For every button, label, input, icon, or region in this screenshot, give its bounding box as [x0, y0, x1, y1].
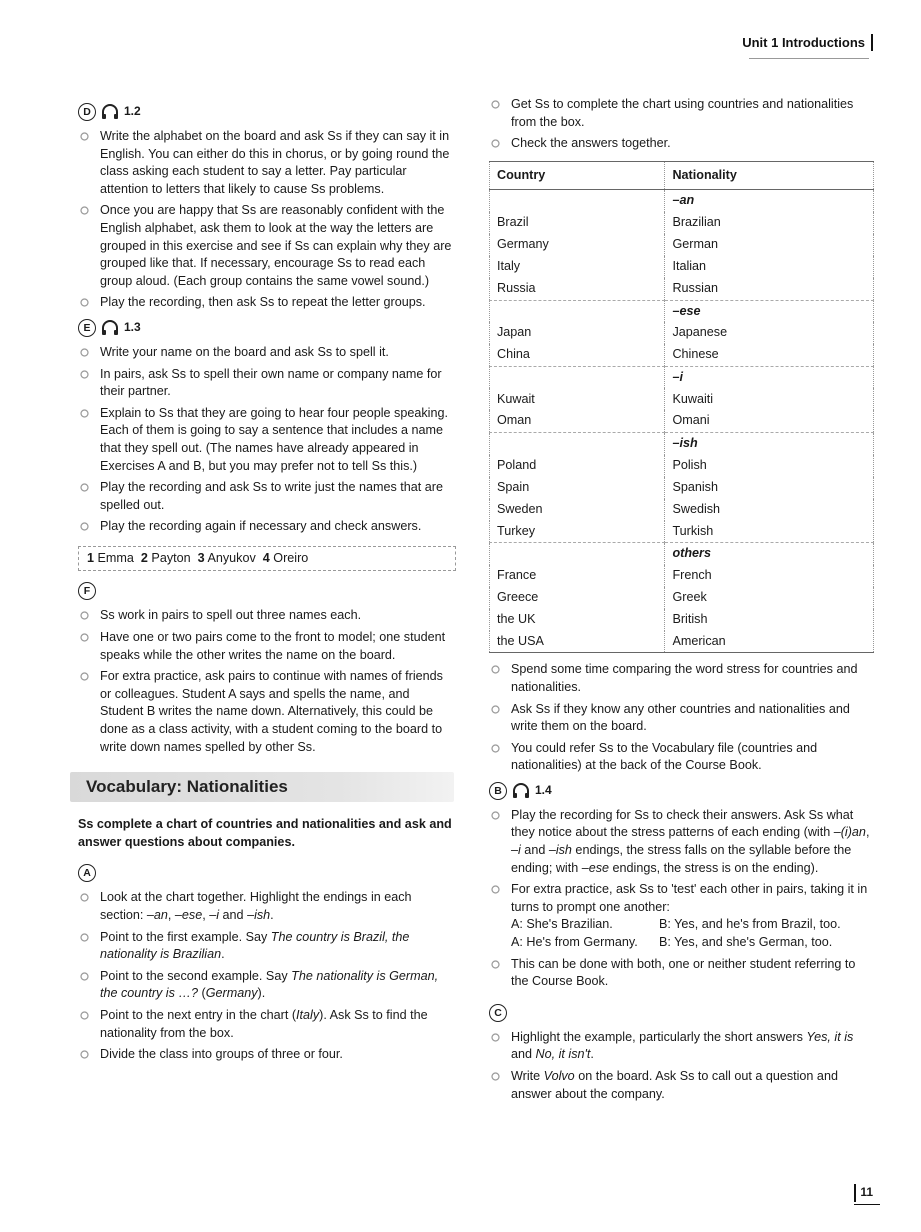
chart-intro-list: [489, 96, 874, 153]
list-item: Ss work in pairs to spell out three names each.: [78, 607, 456, 625]
bullet-icon: [491, 1072, 500, 1081]
country-cell: China: [497, 347, 530, 362]
ending-label: –ese: [665, 300, 874, 322]
country-cell: the UK: [497, 611, 536, 626]
table-row: [490, 410, 874, 432]
bullet-icon: [80, 611, 89, 620]
table-header-row: [490, 161, 874, 190]
table-row: [490, 322, 874, 344]
list-item: Explain to Ss that they are going to hear four people speaking. Each of them is going to say a sentence that includes a name that they spell out. (The names have already appeared in Exercises A and B, but you may prefer not to tell Ss this.): [78, 405, 456, 475]
list-item: Write Volvo on the board. Ask Ss to call out a question and answer about the company.: [489, 1068, 874, 1103]
nationality-cell: Polish: [665, 455, 874, 477]
list-item: This can be done with both, one or neither student referring to the Course Book.: [489, 956, 874, 991]
list-item: In pairs, ask Ss to spell their own name or company name for their partner.: [78, 366, 456, 401]
vocabulary-section-heading: Vocabulary: Nationalities: [70, 772, 454, 802]
exercise-f-heading: [78, 579, 456, 603]
nationality-cell: Turkish: [665, 521, 874, 543]
exercise-d-track: 1.2: [124, 104, 141, 119]
nationality-cell: Japanese: [665, 322, 874, 344]
exercise-b-track: 1.4: [535, 783, 552, 798]
page-number: 11: [854, 1184, 873, 1202]
table-group-row: [490, 300, 874, 322]
nationality-cell: Omani: [665, 410, 874, 432]
bullet-icon: [80, 633, 89, 642]
list-item: Play the recording and ask Ss to write just the names that are spelled out.: [78, 479, 456, 514]
country-cell: Kuwait: [497, 391, 535, 406]
bullet-icon: [491, 744, 500, 753]
nationality-cell: Greek: [665, 587, 874, 609]
exercise-d-letter: D: [78, 103, 96, 121]
vocabulary-intro: Ss complete a chart of countries and nationalities and ask and answer questions about companies.: [78, 817, 452, 849]
list-item: Look at the chart together. Highlight the endings in each section: –an, –ese, –i and –ish.: [78, 889, 456, 924]
table-cell: [490, 300, 665, 322]
country-cell: Italy: [497, 259, 521, 274]
nationality-cell: British: [665, 609, 874, 631]
table-body: [490, 190, 874, 653]
audio-icon: [101, 320, 119, 336]
running-header-title: Unit 1 Introductions: [742, 35, 865, 50]
ending-label: –i: [665, 366, 874, 388]
table-group-row: [490, 432, 874, 454]
header-rule: [749, 58, 869, 59]
exercise-b-letter: B: [489, 782, 507, 800]
nationality-cell: German: [665, 234, 874, 256]
exercise-b-heading: [489, 779, 874, 803]
table-cell: [490, 190, 665, 212]
country-cell: Sweden: [497, 501, 543, 516]
bullet-icon: [80, 483, 89, 492]
exercise-f-letter: F: [78, 582, 96, 600]
bullet-icon: [491, 665, 500, 674]
after-chart-list: [489, 661, 874, 775]
running-header: [742, 34, 873, 52]
table-row: [490, 234, 874, 256]
exercise-a-letter: A: [78, 864, 96, 882]
exercise-e-answers: 1 Emma 2 Payton 3 Anyukov 4 Oreiro: [78, 546, 456, 572]
list-item: For extra practice, ask Ss to 'test' each other in pairs, taking it in turns to prompt one another: A: She's Brazilian. B: Yes, and he's from Brazil, too. A: He's from Germany. B: Yes, and she's German, too.: [489, 881, 874, 951]
exercise-e-letter: E: [78, 319, 96, 337]
bullet-icon: [80, 933, 89, 942]
country-cell: Brazil: [497, 215, 529, 230]
nationality-cell: Russian: [665, 278, 874, 300]
example-dialog: A: She's Brazilian. B: Yes, and he's from Brazil, too. A: He's from Germany. B: Yes, and she's German, too.: [511, 917, 841, 950]
header-bar: [871, 34, 873, 51]
list-item: Point to the first example. Say The country is Brazil, the nationality is Brazilian.: [78, 929, 456, 964]
list-item: Check the answers together.: [489, 135, 874, 153]
exercise-e-heading: [78, 316, 456, 340]
bullet-icon: [80, 370, 89, 379]
country-cell: Poland: [497, 457, 537, 472]
bullet-icon: [491, 960, 500, 969]
nationality-cell: Swedish: [665, 499, 874, 521]
exercise-c-letter: C: [489, 1004, 507, 1022]
ending-label: –ish: [665, 432, 874, 454]
list-item: Get Ss to complete the chart using countries and nationalities from the box.: [489, 96, 874, 131]
country-cell: France: [497, 567, 537, 582]
ending-label: –an: [665, 190, 874, 212]
list-item: Write the alphabet on the board and ask Ss if they can say it in English. You can either do this in chorus, or by going round the class asking each student to say a letter. Pay particular attention to letters that likely to cause Ss problems.: [78, 128, 456, 198]
page-number-bar: [854, 1184, 856, 1202]
exercise-f-list: [78, 607, 456, 756]
bullet-icon: [80, 298, 89, 307]
list-item: Have one or two pairs come to the front to model; one student speaks while the other writes the name on the board.: [78, 629, 456, 664]
bullet-icon: [491, 885, 500, 894]
table-row: [490, 565, 874, 587]
table-row: [490, 521, 874, 543]
list-item: Highlight the example, particularly the short answers Yes, it is and No, it isn't.: [489, 1029, 874, 1064]
bullet-icon: [491, 705, 500, 714]
list-item: Once you are happy that Ss are reasonably confident with the English alphabet, ask them to look at the way the letters are grouped in this exercise and see if Ss can explain why they are grouped like that. If necessary, encourage Ss to read each group aloud. (Each group contains the same vowel sound.): [78, 202, 456, 290]
list-item: You could refer Ss to the Vocabulary file (countries and nationalities) at the back of the Course Book.: [489, 740, 874, 775]
nationalities-table: [489, 161, 874, 654]
list-item: Play the recording for Ss to check their answers. Ask Ss what they notice about the stress patterns of each ending (with –(i)an, –i and –ish endings, the stress falls on the syllable before the ending; with –ese endings, the stress is on the ending).: [489, 807, 874, 877]
bullet-icon: [80, 132, 89, 141]
exercise-a-heading: [78, 861, 456, 885]
country-cell: the USA: [490, 631, 665, 653]
exercise-d-heading: [78, 100, 456, 124]
bullet-icon: [491, 100, 500, 109]
country-cell: Germany: [497, 237, 549, 252]
table-cell: [490, 432, 665, 454]
list-item: Ask Ss if they know any other countries and nationalities and write them on the board.: [489, 701, 874, 736]
table-group-row: [490, 543, 874, 565]
exercise-a-list: [78, 889, 456, 1063]
bullet-icon: [80, 409, 89, 418]
table-row: [490, 477, 874, 499]
bullet-icon: [80, 972, 89, 981]
country-cell: Spain: [497, 479, 530, 494]
nationality-cell: Kuwaiti: [665, 388, 874, 410]
exercise-c-heading: [489, 1001, 874, 1025]
bullet-icon: [491, 139, 500, 148]
bullet-icon: [80, 206, 89, 215]
country-cell: Russia: [497, 280, 536, 295]
nationality-cell: Brazilian: [665, 212, 874, 234]
list-item: For extra practice, ask pairs to continue with names of friends or colleagues. Student A says and spells the name, and Student B writes the name down. Alternatively, this could be done as a class activity, with a student coming to the board to write down names spelled by other Ss.: [78, 668, 456, 756]
audio-icon: [101, 104, 119, 120]
table-row: [490, 499, 874, 521]
exercise-e-track: 1.3: [124, 320, 141, 335]
bullet-icon: [80, 1050, 89, 1059]
table-row: [490, 455, 874, 477]
table-group-row: [490, 190, 874, 212]
bullet-icon: [80, 1011, 89, 1020]
bullet-icon: [80, 893, 89, 902]
table-cell: [490, 543, 665, 565]
table-row: [490, 212, 874, 234]
nationality-cell: Chinese: [665, 344, 874, 366]
table-row: [490, 631, 874, 653]
table-cell: [490, 366, 665, 388]
list-item: Point to the next entry in the chart (Italy). Ask Ss to find the nationality from the box.: [78, 1007, 456, 1042]
list-item: Point to the second example. Say The nationality is German, the country is …? (Germany).: [78, 968, 456, 1003]
exercise-d-list: [78, 128, 456, 312]
table-row: [490, 587, 874, 609]
country-cell: Greece: [497, 589, 539, 604]
table-row: [490, 344, 874, 366]
country-cell: Japan: [497, 325, 532, 340]
bullet-icon: [80, 522, 89, 531]
ending-label: others: [665, 543, 874, 565]
left-column: [78, 96, 456, 1068]
column-header-nationality: Nationality: [665, 161, 874, 190]
table-row: [490, 256, 874, 278]
list-item: Spend some time comparing the word stress for countries and nationalities.: [489, 661, 874, 696]
nationality-cell: Italian: [665, 256, 874, 278]
list-item: Play the recording, then ask Ss to repeat the letter groups.: [78, 294, 456, 312]
page-number-rule: [854, 1204, 880, 1205]
audio-icon: [512, 783, 530, 799]
list-item: Divide the class into groups of three or four.: [78, 1046, 456, 1064]
table-row: [490, 278, 874, 300]
nationality-cell: American: [665, 631, 874, 653]
nationality-cell: Spanish: [665, 477, 874, 499]
table-row: [490, 388, 874, 410]
table-group-row: [490, 366, 874, 388]
exercise-b-list: [489, 807, 874, 991]
table-row: [490, 609, 874, 631]
bullet-icon: [80, 348, 89, 357]
country-cell: Turkey: [497, 523, 536, 538]
list-item: Write your name on the board and ask Ss to spell it.: [78, 344, 456, 362]
bullet-icon: [80, 672, 89, 681]
right-column: [489, 96, 874, 1107]
nationality-cell: French: [665, 565, 874, 587]
bullet-icon: [491, 811, 500, 820]
country-cell: Oman: [497, 413, 532, 428]
exercise-c-list: [489, 1029, 874, 1103]
exercise-e-list: [78, 344, 456, 536]
column-header-country: Country: [490, 161, 665, 190]
list-item: Play the recording again if necessary and check answers.: [78, 518, 456, 536]
bullet-icon: [491, 1033, 500, 1042]
